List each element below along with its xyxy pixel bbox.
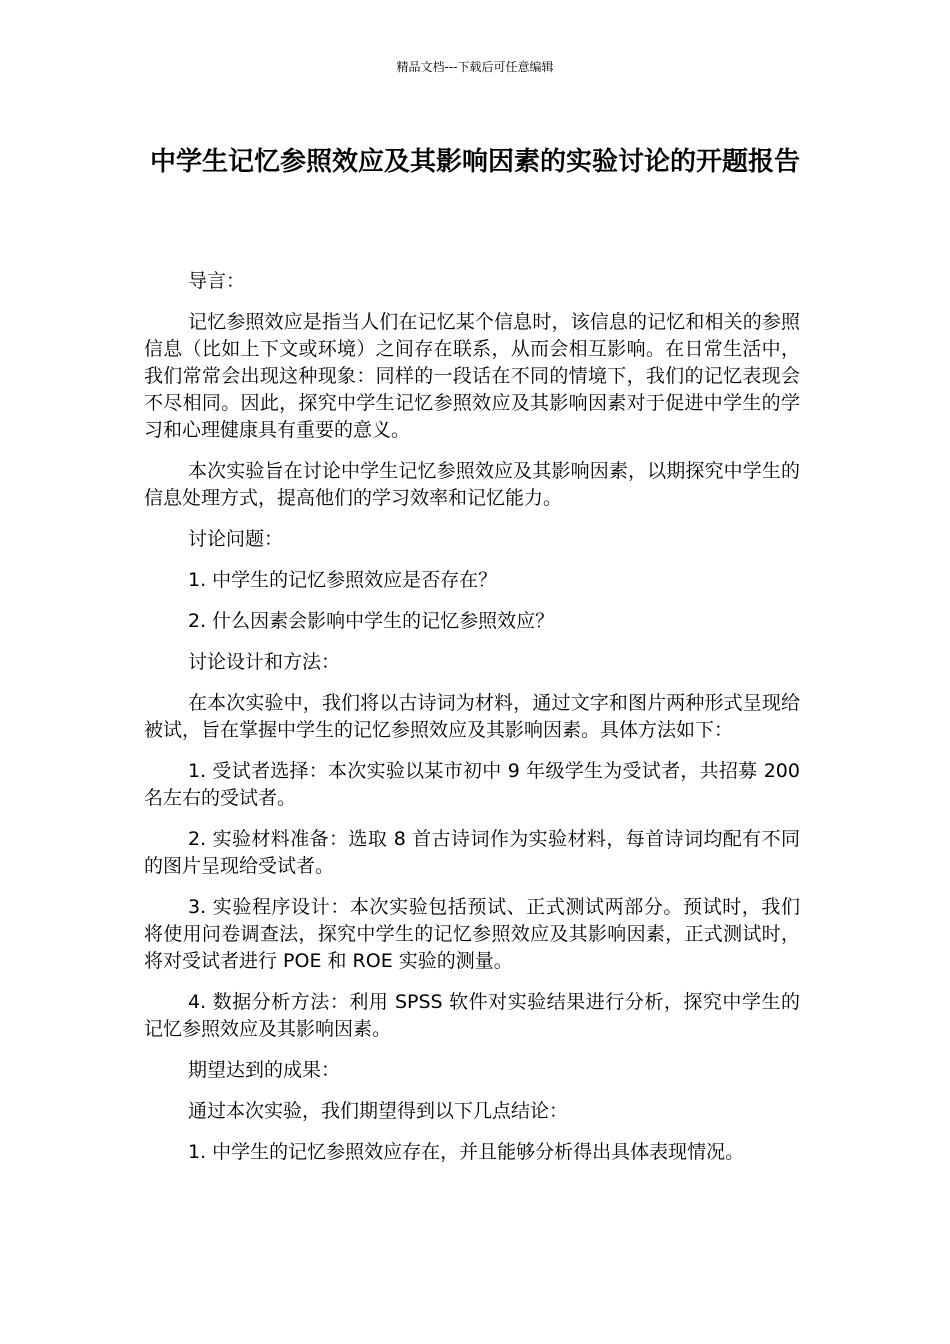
paragraph-outcomes-heading: 期望达到的成果： xyxy=(188,1059,341,1081)
paragraph-intro-heading: 导言： xyxy=(188,270,246,292)
document-body xyxy=(144,268,800,1180)
paragraph-question-2: 2. 什么因素会影响中学生的记忆参照效应？ xyxy=(188,610,555,632)
paragraph-outcome-1: 1. 中学生的记忆参照效应存在，并且能够分析得出具体表现情况。 xyxy=(188,1141,745,1163)
paragraph-question-1: 1. 中学生的记忆参照效应是否存在？ xyxy=(188,569,498,591)
paragraph-method-3: 3. 实验程序设计：本次实验包括预试、正式测试两部分。预试时，我们将使用问卷调查法，探究中学生的记忆参照效应及其影响因素，正式测试时，将对受试者进行 POE 和 ROE 实验的测量。 xyxy=(144,896,800,972)
paragraph-purpose: 本次实验旨在讨论中学生记忆参照效应及其影响因素，以期探究中学生的信息处理方式，提高他们的学习效率和记忆能力。 xyxy=(144,460,800,509)
header-note: 精品文档---下载后可任意编辑 xyxy=(396,60,554,74)
paragraph-definition: 记忆参照效应是指当人们在记忆某个信息时，该信息的记忆和相关的参照信息（比如上下文或环境）之间存在联系，从而会相互影响。在日常生活中，我们常常会出现这种现象：同样的一段话在不同的情境下，我们的记忆表现会不尽相同。因此，探究中学生记忆参照效应及其影响因素对于促进中学生的学习和心理健康具有重要的意义。 xyxy=(144,311,800,441)
paragraph-method-heading: 讨论设计和方法： xyxy=(188,651,341,673)
document-title: 中学生记忆参照效应及其影响因素的实验讨论的开题报告 xyxy=(149,147,800,177)
paragraph-questions-heading: 讨论问题： xyxy=(188,528,284,550)
paragraph-method-1: 1. 受试者选择：本次实验以某市初中 9 年级学生为受试者，共招募 200 名左右的受试者。 xyxy=(144,760,800,809)
paragraph-method-4: 4. 数据分析方法：利用 SPSS 软件对实验结果进行分析，探究中学生的记忆参照效应及其影响因素。 xyxy=(144,991,800,1040)
paragraph-outcomes-intro: 通过本次实验，我们期望得到以下几点结论： xyxy=(188,1100,569,1122)
paragraph-method-overview: 在本次实验中，我们将以古诗词为材料，通过文字和图片两种形式呈现给被试，旨在掌握中学生的记忆参照效应及其影响因素。具体方法如下： xyxy=(144,692,800,741)
paragraph-method-2: 2. 实验材料准备：选取 8 首古诗词作为实验材料，每首诗词均配有不同的图片呈现给受试者。 xyxy=(144,828,800,877)
